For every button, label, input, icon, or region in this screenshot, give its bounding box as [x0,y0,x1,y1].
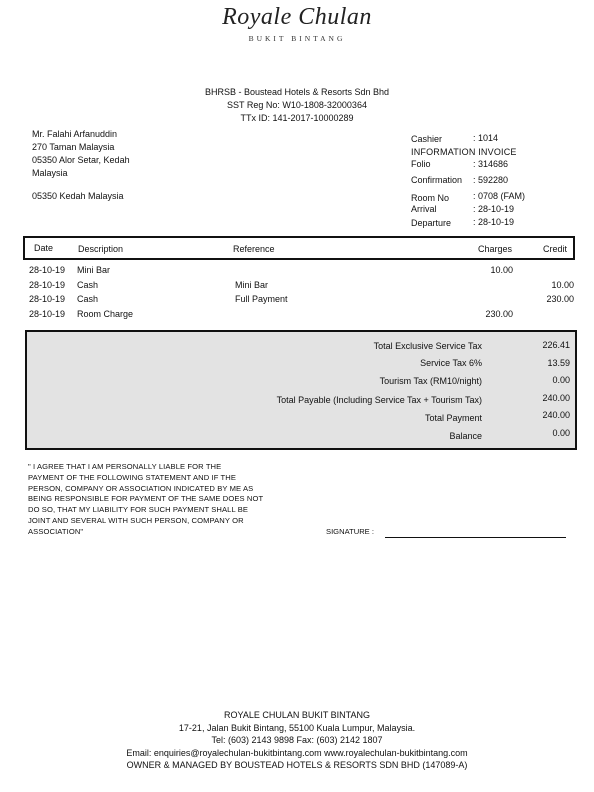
disclaimer-line: ASSOCIATION" [28,526,84,536]
header-credit: Credit [543,244,568,254]
summary-value-total-payable: 240.00 [542,393,570,403]
hotel-logo-subtitle: BUKIT BINTANG [248,34,346,43]
guest-name: Mr. Falahi Arfanuddin [32,129,118,139]
summary-label-exclusive: Total Exclusive Service Tax [373,341,482,351]
header-date: Date [34,243,54,253]
guest-address-line: 05350 Alor Setar, Kedah [32,155,130,165]
row-date: 28-10-19 [29,280,66,290]
footer-owner: OWNER & MANAGED BY BOUSTEAD HOTELS & RESORTS SDN BHD (147089-A) [126,760,468,770]
invoice-title: INFORMATION INVOICE [411,147,517,157]
summary-value-service-tax: 13.59 [547,358,570,368]
summary-label-balance: Balance [449,431,482,441]
guest-address-line: 05350 Kedah Malaysia [32,191,124,201]
disclaimer-line: PAYMENT OF THE FOLLOWING STATEMENT AND IF THE [28,472,237,482]
row-date: 28-10-19 [29,309,66,319]
summary-label-total-payable: Total Payable (Including Service Tax + Tourism Tax) [276,395,482,405]
summary-label-total-payment: Total Payment [424,413,482,423]
summary-value-total-payment: 240.00 [542,410,570,420]
footer-hotel-name: ROYALE CHULAN BUKIT BINTANG [223,710,371,720]
header-charges: Charges [478,244,513,254]
row-reference: Mini Bar [235,280,269,290]
room-value: : 0708 (FAM) [473,191,526,201]
footer-phone-fax: Tel: (603) 2143 9898 Fax: (603) 2142 1807 [211,735,383,745]
disclaimer-line: DO SO, THAT MY LIABILITY FOR SUCH PAYMENT SHALL BE [28,505,249,515]
row-date: 28-10-19 [29,294,66,304]
footer-email-web: Email: enquiries@royalechulan-bukitbintang.com www.royalechulan-bukitbintang.com [126,748,468,758]
row-date: 28-10-19 [29,265,66,275]
row-credit: 230.00 [546,294,574,304]
confirmation-label: Confirmation [411,175,463,185]
arrival-value: : 28-10-19 [473,204,515,214]
confirmation-value: : 592280 [473,175,509,185]
room-label: Room No [411,193,450,203]
folio-value: : 314686 [473,159,509,169]
cashier-label: Cashier [411,134,443,144]
header-description: Description [78,244,124,254]
guest-address-line: Malaysia [32,168,68,178]
signature-label: SIGNATURE : [326,527,374,536]
summary-value-tourism-tax: 0.00 [552,375,570,385]
row-charges: 230.00 [485,309,513,319]
row-description: Cash [77,294,99,304]
ttx-id: TTx ID: 141-2017-10000289 [240,113,354,123]
row-charges: 10.00 [490,265,513,275]
sst-reg-number: SST Reg No: W10-1808-32000364 [227,100,367,110]
footer-address: 17-21, Jalan Bukit Bintang, 55100 Kuala Lumpur, Malaysia. [178,723,416,733]
disclaimer-line: BEING RESPONSIBLE FOR PAYMENT OF THE SAME DOES NOT [28,494,264,504]
header-reference: Reference [233,244,275,254]
row-description: Cash [77,280,99,290]
row-description: Mini Bar [77,265,111,275]
hotel-logo-wordmark: Royale Chulan [222,4,372,30]
departure-label: Departure [411,218,452,228]
disclaimer-line: PERSON, COMPANY OR ASSOCIATION INDICATED BY ME AS [28,483,254,493]
signature-line [385,537,566,538]
guest-address-line: 270 Taman Malaysia [32,142,115,152]
disclaimer-line: JOINT AND SEVERAL WITH SUCH PERSON, COMPANY OR [28,515,244,525]
disclaimer-line: " I AGREE THAT I AM PERSONALLY LIABLE FOR THE [28,462,222,471]
row-credit: 10.00 [551,280,574,290]
folio-label: Folio [411,159,431,169]
row-reference: Full Payment [235,294,288,304]
liability-disclaimer [28,462,298,538]
summary-label-service-tax: Service Tax 6% [420,358,482,368]
company-name: BHRSB - Boustead Hotels & Resorts Sdn Bhd [204,87,390,97]
summary-box [25,330,577,450]
summary-value-exclusive: 226.41 [542,340,570,350]
cashier-value: : 1014 [473,133,499,143]
row-description: Room Charge [77,309,134,319]
departure-value: : 28-10-19 [473,217,515,227]
arrival-label: Arrival [411,204,437,214]
summary-value-balance: 0.00 [552,428,570,438]
summary-label-tourism-tax: Tourism Tax (RM10/night) [379,376,482,386]
